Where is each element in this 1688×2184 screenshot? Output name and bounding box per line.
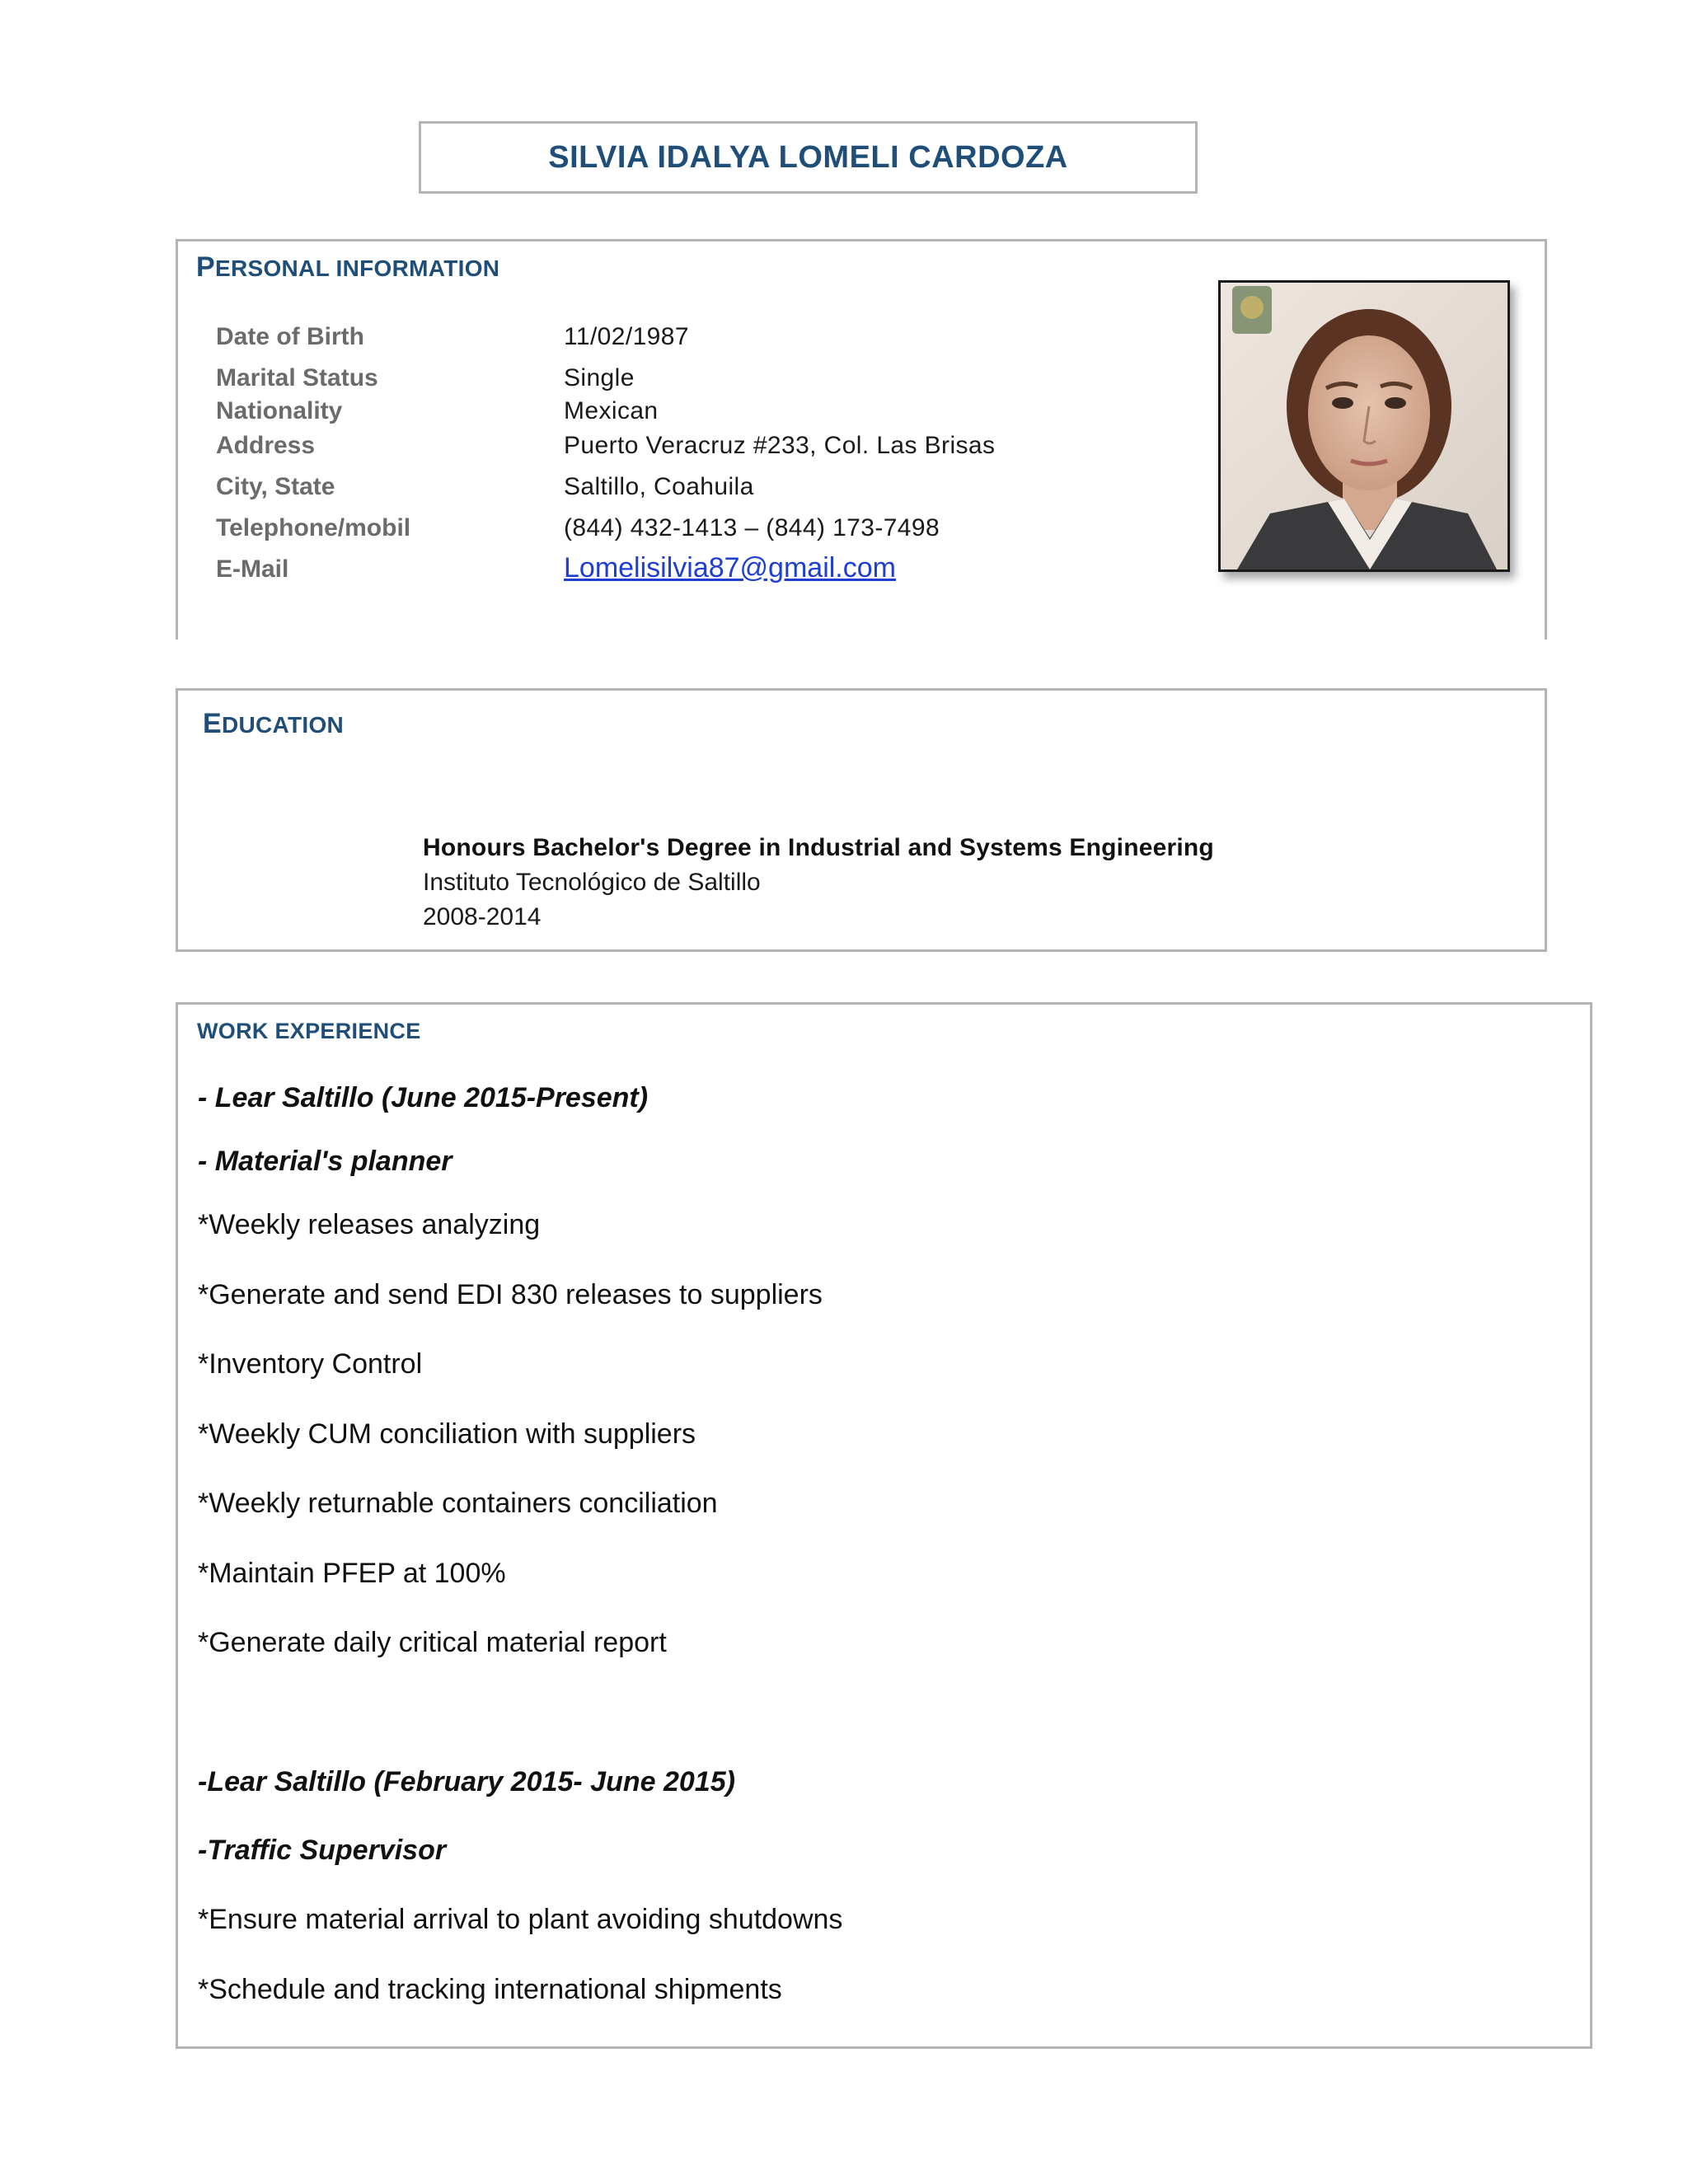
field-label: Marital Status bbox=[216, 364, 378, 391]
education-section bbox=[176, 688, 1547, 952]
school-name: Instituto Tecnológico de Saltillo bbox=[423, 869, 761, 896]
job-duty: *Maintain PFEP at 100% bbox=[198, 1558, 506, 1589]
job-duty: *Weekly returnable containers conciliation bbox=[198, 1488, 718, 1519]
job-duty: *Generate daily critical material report bbox=[198, 1627, 667, 1658]
education-heading: EDUCATION bbox=[203, 708, 345, 739]
field-value: Mexican bbox=[564, 397, 659, 424]
education-years: 2008-2014 bbox=[423, 903, 542, 930]
job-duty: *Generate and send EDI 830 releases to suppliers bbox=[198, 1279, 823, 1310]
job-duty: *Weekly releases analyzing bbox=[198, 1209, 541, 1240]
job-employer: - Lear Saltillo (June 2015-Present) bbox=[198, 1082, 649, 1113]
email-link[interactable]: Lomelisilvia87@gmail.com bbox=[564, 552, 896, 583]
personal-info-heading: PERSONAL INFORMATION bbox=[196, 251, 500, 283]
candidate-name: SILVIA IDALYA LOMELI CARDOZA bbox=[548, 139, 1068, 175]
field-value: Saltillo, Coahuila bbox=[564, 473, 754, 500]
field-value: 11/02/1987 bbox=[564, 323, 689, 350]
job-duty: *Schedule and tracking international shipments bbox=[198, 1974, 782, 2005]
work-experience-heading: WORK EXPERIENCE bbox=[197, 1019, 421, 1043]
job-duty: *Ensure material arrival to plant avoiding shutdowns bbox=[198, 1904, 843, 1935]
field-value: (844) 432-1413 – (844) 173-7498 bbox=[564, 514, 940, 541]
degree-title: Honours Bachelor's Degree in Industrial and Systems Engineering bbox=[423, 834, 1214, 861]
field-label: Address bbox=[216, 432, 316, 459]
field-label: E-Mail bbox=[216, 555, 289, 583]
field-value: Puerto Veracruz #233, Col. Las Brisas bbox=[564, 432, 996, 459]
job-employer: -Lear Saltillo (February 2015- June 2015) bbox=[198, 1766, 735, 1797]
field-label: Telephone/mobil bbox=[216, 514, 411, 541]
portrait-illustration bbox=[1221, 283, 1507, 569]
job-role: - Material's planner bbox=[198, 1146, 452, 1177]
name-box bbox=[419, 121, 1198, 194]
field-label: Nationality bbox=[216, 397, 343, 424]
field-label: Date of Birth bbox=[216, 323, 364, 350]
job-duty: *Weekly CUM conciliation with suppliers bbox=[198, 1418, 696, 1450]
field-label: City, State bbox=[216, 473, 335, 500]
job-duty: *Inventory Control bbox=[198, 1348, 423, 1380]
profile-photo bbox=[1218, 280, 1510, 572]
job-role: -Traffic Supervisor bbox=[198, 1835, 447, 1866]
field-value: Single bbox=[564, 364, 635, 391]
